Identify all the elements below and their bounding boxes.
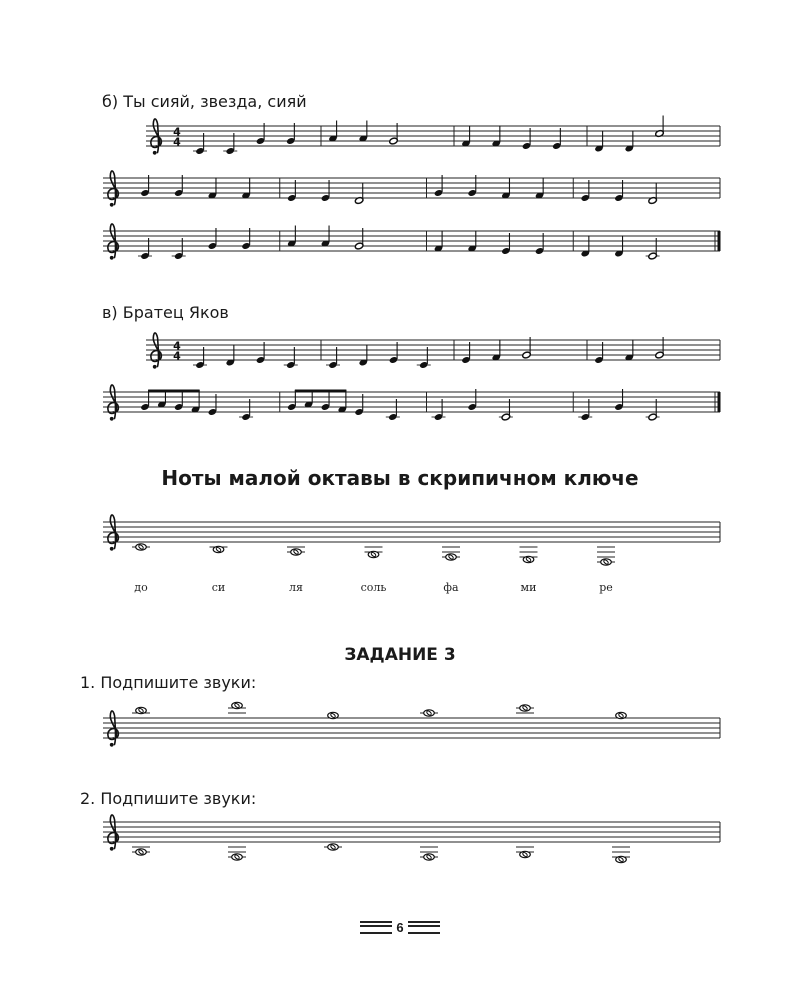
time-signature-denominator: 4 [173, 135, 181, 149]
page-number-ornament-right [408, 921, 440, 934]
exercise-1-staff [103, 702, 720, 746]
time-signature-numerator: 4 [173, 339, 181, 353]
treble-clef-icon [108, 224, 118, 260]
treble-clef-icon [151, 119, 161, 155]
twinkle-staff-1 [146, 116, 720, 155]
jacques-title: в) Братец Яков [102, 303, 229, 322]
exercise-2-staff [103, 815, 720, 863]
note-name-label: до [134, 581, 148, 594]
page-number [0, 919, 800, 935]
treble-clef-icon [108, 711, 118, 747]
jacques-staff-1 [146, 333, 720, 369]
time-signature-denominator: 4 [173, 349, 181, 363]
treble-clef-icon [108, 515, 118, 551]
note-name-label: ля [289, 581, 303, 594]
twinkle-staff-2 [103, 171, 720, 207]
note-name-label: соль [360, 581, 387, 594]
note-beam [295, 390, 347, 393]
exercise-2-label: 2. Подпишите звуки: [80, 789, 257, 808]
time-signature-numerator: 4 [173, 125, 181, 139]
page-number-ornament-left [360, 921, 392, 934]
note-name-label: ми [520, 581, 537, 594]
twinkle-title: б) Ты сияй, звезда, сияй [102, 92, 307, 111]
twinkle-staff-3 [103, 224, 721, 260]
jacques-staff-2 [103, 385, 721, 421]
note-name-label: фа [443, 581, 459, 594]
treble-clef-icon [108, 815, 118, 851]
page-number-value: 6 [396, 920, 404, 936]
task-heading: ЗАДАНИЕ 3 [344, 645, 456, 665]
treble-clef-icon [151, 333, 161, 369]
note-name-label: ре [599, 581, 613, 594]
octave-heading: Ноты малой октавы в скрипичном ключе [161, 466, 639, 490]
note-beam [148, 390, 200, 393]
note-name-label: си [211, 581, 226, 594]
octave-staff [103, 515, 720, 594]
treble-clef-icon [108, 171, 118, 207]
treble-clef-icon [108, 385, 118, 421]
final-bar-thick [718, 392, 721, 412]
final-bar-thick [718, 231, 721, 251]
exercise-1-label: 1. Подпишите звуки: [80, 673, 257, 692]
